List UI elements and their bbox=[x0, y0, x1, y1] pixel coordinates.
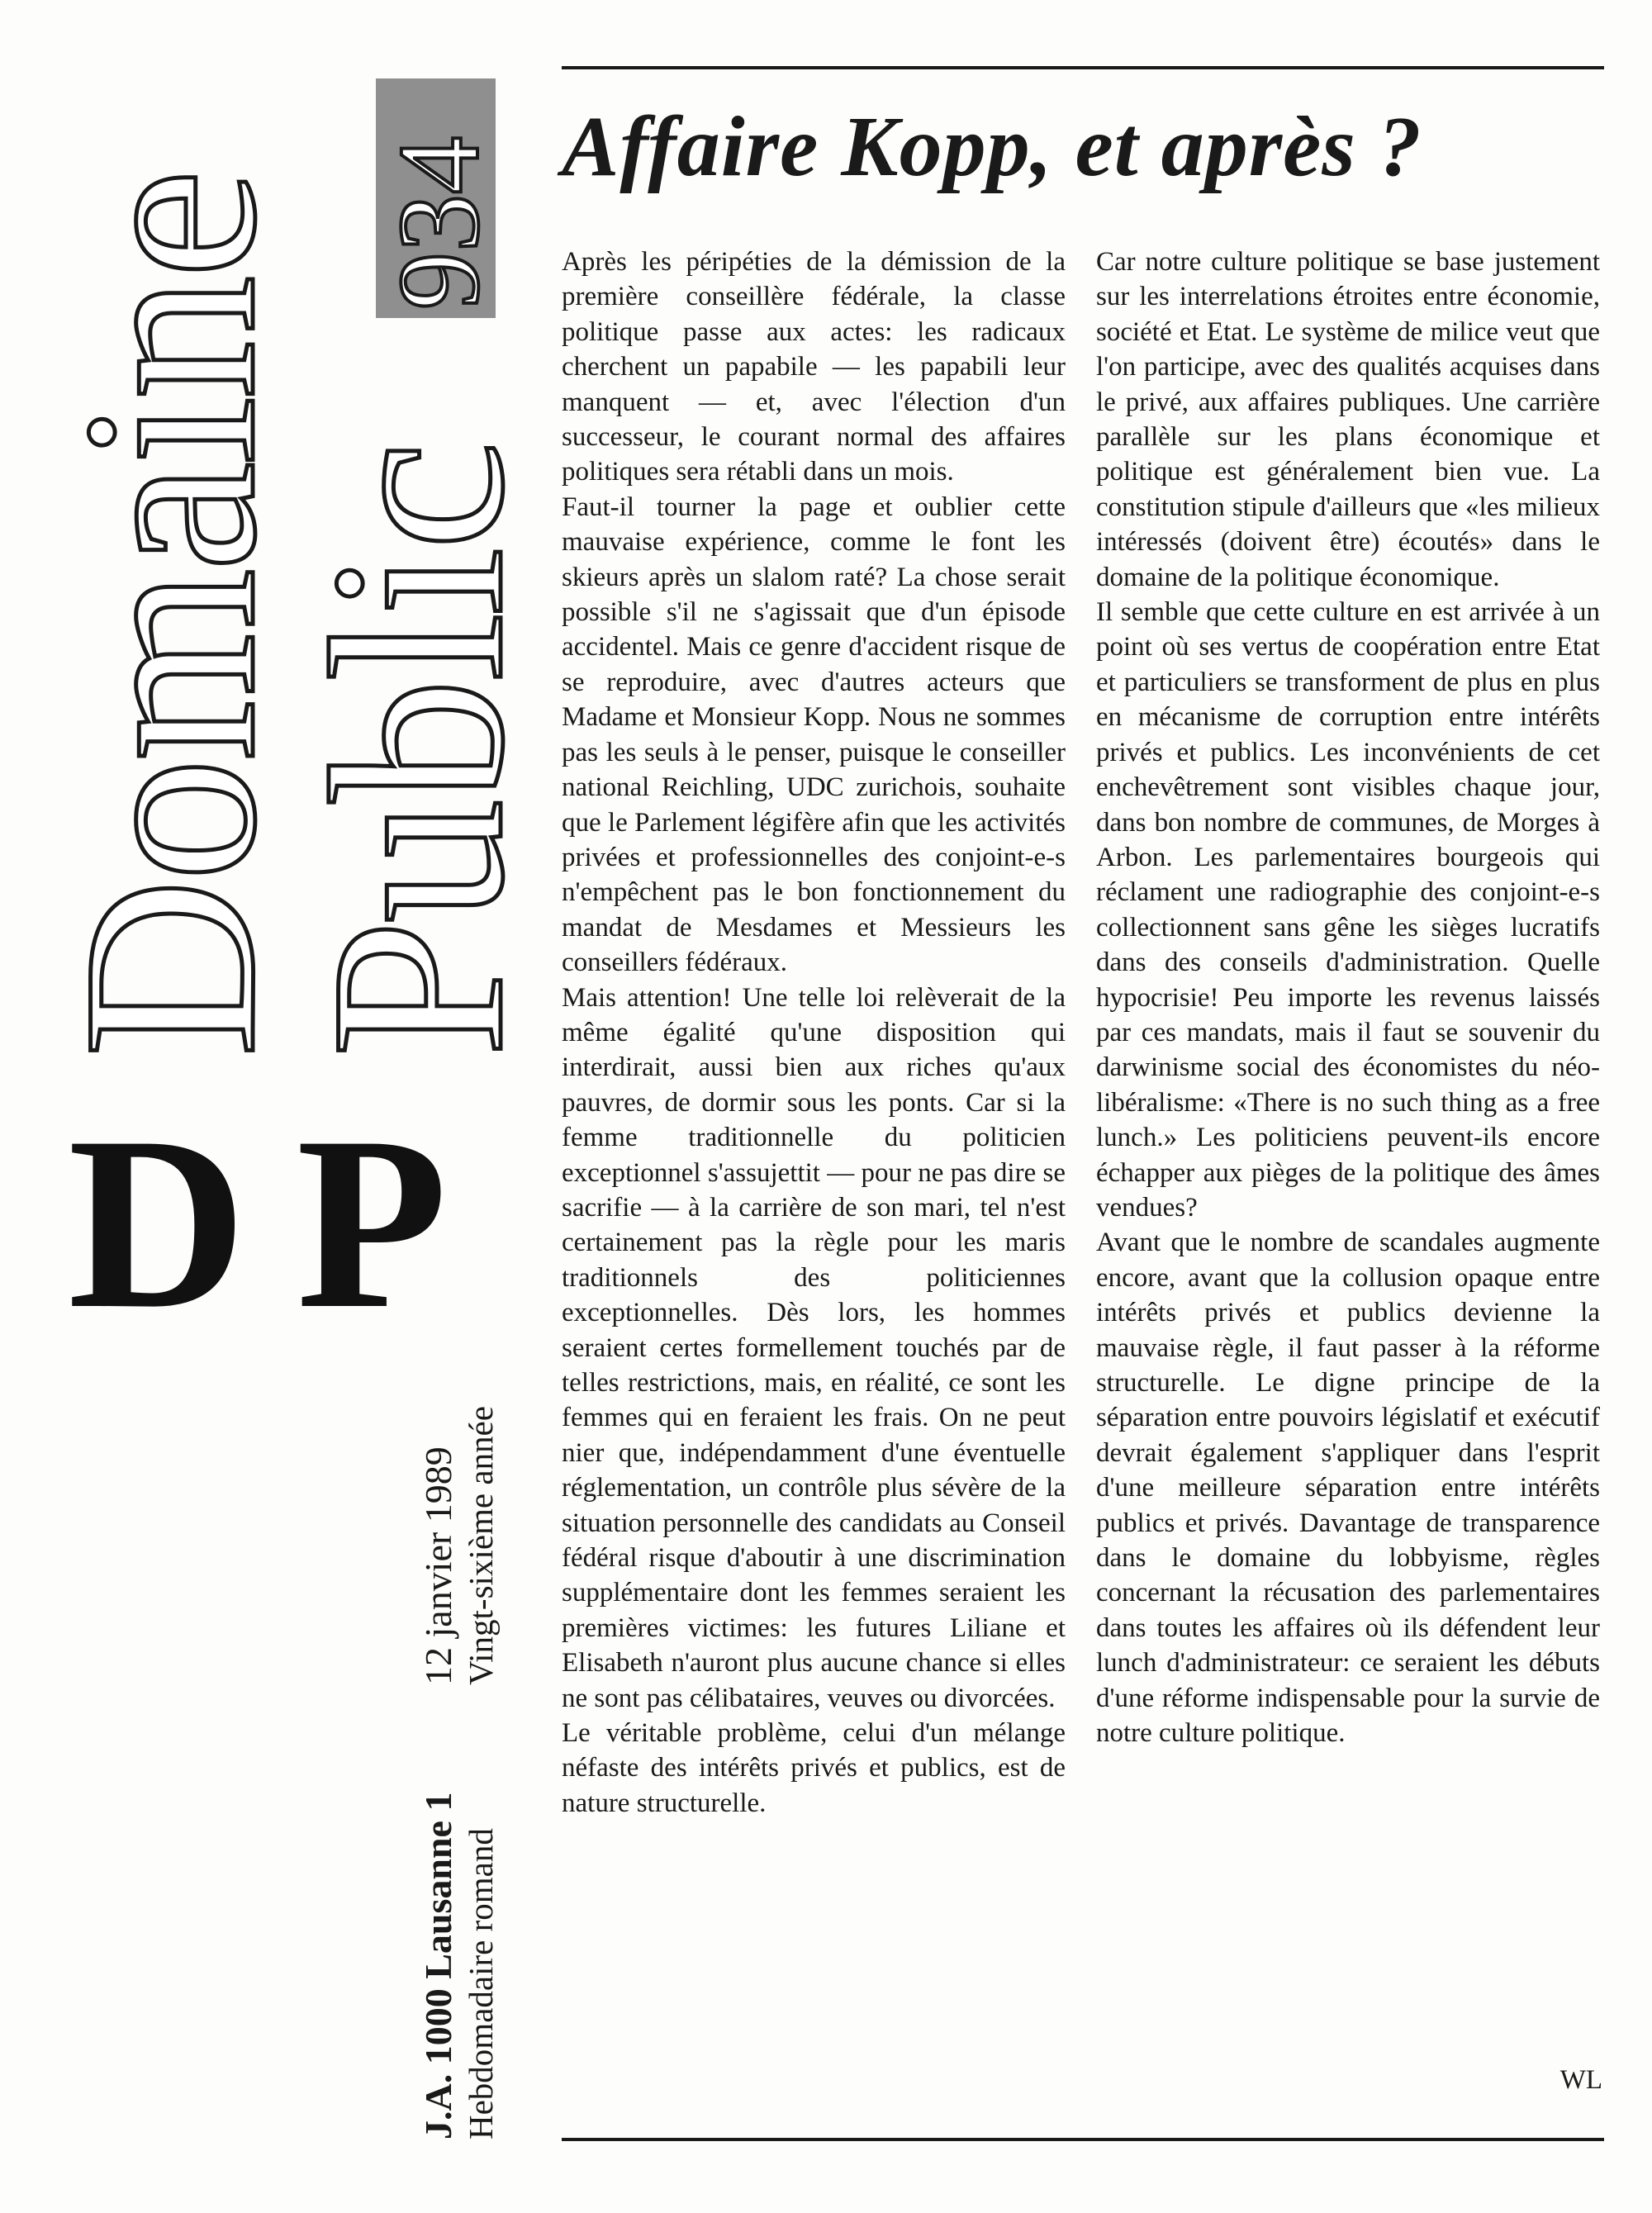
dp-logo: DP bbox=[68, 1085, 497, 1360]
mailing-info: J.A. 1000 Lausanne 1 bbox=[417, 1792, 459, 2139]
masthead-title-domaine: Domaine bbox=[32, 172, 306, 1057]
issue-number: 934 bbox=[375, 136, 503, 310]
article-column-left bbox=[562, 245, 1066, 1821]
paragraph: Le véritable problème, celui d'un mélange néfaste des intérêts privés et publics, est de nature structurelle. bbox=[562, 1718, 1066, 1818]
paragraph: Mais attention! Une telle loi relèverait de la même égalité qu'une disposition qui interdirait, aussi bien aux riches qu'aux pauvres, de dormir sous les ponts. Car si la femme traditionnelle du politicien exceptionnel s'assujettit — pour ne pas dire se sacrifie — à la carrière de son mari, tel n'est certainement pas la règle pour les maris traditionnels des politiciennes exceptionnelles. Dès lors, les hommes seraient certes formellement touchés par de telles restrictions, mais, en réalité, ce sont les femmes qui en feraient les frais. On ne peut nier que, indépendamment d'une éventuelle réglementation, un contrôle plus sévère de la situation personnelle des candidats au Conseil fédéral risque d'aboutir à une discrimination supplémentaire dont les femmes seraient les premières victimes: les futures Liliane et Elisabeth n'auront plus aucune chance si elles ne sont pas célibataires, veuves ou divorcées. bbox=[562, 982, 1066, 1713]
masthead bbox=[0, 0, 554, 2213]
paragraph: Faut-il tourner la page et oublier cette mauvaise expérience, comme le font les skieurs après un slalom raté? La chose serait possible s'il ne s'agissait que d'un épisode accidentel. Mais ce genre d'accident risque de se reproduire, avec d'autres acteurs que Madame et Monsieur Kopp. Nous ne sommes pas les seuls à le penser, puisque le conseiller national Reichling, UDC zurichois, souhaite que le Parlement légifère afin que les activités privées et professionnelles des conjoint-e-s n'empêchent pas le bon fonctionnement du mandat de Mesdames et Messieurs les conseillers fédéraux. bbox=[562, 492, 1066, 978]
issue-date: 12 janvier 1989 bbox=[417, 1446, 459, 1685]
article-column-right bbox=[1096, 245, 1600, 1750]
paragraph: Car notre culture politique se base justement sur les interrelations étroites entre économie, société et Etat. Le système de milice veut que l'on participe, avec des qualités acquises dans le privé, aux affaires publiques. Une carrière parallèle sur les plans économique et politique est généralement bien vue. La constitution stipule d'ailleurs que «les milieux intéressés (doivent être) écoutés» dans le domaine de la politique économique. bbox=[1096, 247, 1600, 592]
paragraph: Avant que le nombre de scandales augmente encore, avant que la collusion opaque entre intérêts privés et publics devienne la mauvaise règle, il faut passer à la réforme structurelle. Le digne principe de la séparation entre pouvoirs législatif et exécutif devrait également s'appliquer dans l'esprit d'une meilleure séparation entre intérêts publics et privés. Davantage de transparence dans le domaine du lobbyisme, règles concernant la récusation des parlementaires dans toutes les affaires où ils défendent leur lunch d'administrateur: ce seraient les débuts d'une réforme indispensable pour la survie de notre culture politique. bbox=[1096, 1228, 1600, 1749]
article-headline: Affaire Kopp, et après ? bbox=[562, 99, 1422, 194]
paragraph: Après les péripéties de la démission de la première conseillère fédérale, la classe politique passe aux actes: les radicaux cherchent un papabile — les papabili leur manquent — et, avec l'élection d'un successeur, le courant normal des affaires politiques sera rétabli dans un mois. bbox=[562, 247, 1066, 487]
publication-frequency: Hebdomadaire romand bbox=[462, 1828, 500, 2139]
top-rule bbox=[562, 66, 1604, 69]
bottom-rule bbox=[562, 2138, 1604, 2141]
masthead-title-public: Public bbox=[280, 444, 554, 1057]
author-signature: WL bbox=[1559, 2065, 1602, 2095]
volume-year: Vingt-sixième année bbox=[462, 1406, 500, 1685]
paragraph: Il semble que cette culture en est arrivée à un point où ses vertus de coopération entre Etat et particuliers se transforment de plus en plus en mécanisme de corruption entre intérêts privés et publics. Les inconvénients de cet enchevêtrement sont visibles chaque jour, dans bon nombre de communes, de Morges à Arbon. Les parlementaires bourgeois qui réclament une radiographie des conjoint-e-s collectionnent sans gêne les sièges lucratifs dans des conseils d'administration. Quelle hypocrisie! Peu importe les revenus laissés par ces mandats, mais il faut se souvenir du darwinisme social des économistes du néo-libéralisme: «There is no such thing as a free lunch.» Les politiciens peuvent-ils encore échapper aux pièges de la politique des âmes vendues? bbox=[1096, 597, 1600, 1223]
